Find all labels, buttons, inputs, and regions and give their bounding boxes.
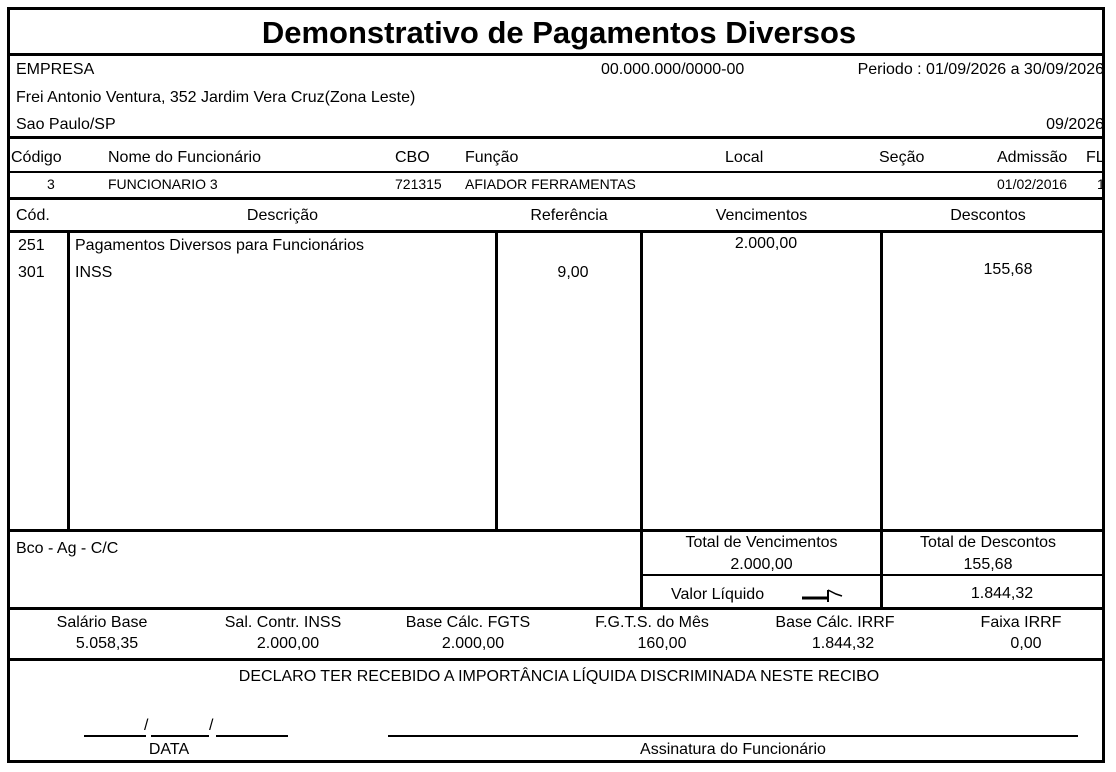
employee-codigo: 3 [47,176,55,192]
base-label: Faixa IRRF [980,614,1062,631]
col-funcao: Função [465,149,519,166]
divider [8,197,1104,200]
company-address: Frei Antonio Ventura, 352 Jardim Vera Cruz(Zona Leste) [16,89,416,106]
col-cbo: CBO [395,149,430,166]
item-descontos: 155,68 [983,261,1033,278]
col-secao: Seção [879,149,925,166]
total-descontos-label: Total de Descontos [919,534,1057,551]
divider [8,529,1104,532]
declaration: DECLARO TER RECEBIDO A IMPORTÂNCIA LÍQUIDA DISCRIMINADA NESTE RECIBO [238,668,880,685]
divider [8,171,1104,173]
divider [8,230,1104,233]
divider [642,574,1104,576]
item-referencia: 9,00 [557,264,589,281]
employee-admissao: 01/02/2016 [997,176,1068,192]
items-col-referencia: Referência [530,207,608,224]
item-cod: 301 [18,264,45,281]
item-descricao: Pagamentos Diversos para Funcionários [75,237,365,254]
col-admissao: Admissão [997,149,1068,166]
base-value: 1.844,32 [811,635,875,652]
base-value: 2.000,00 [256,635,320,652]
items-col-vencimentos: Vencimentos [715,207,808,224]
items-col-descricao: Descrição [246,207,319,224]
employee-funcao: AFIADOR FERRAMENTAS [465,176,636,192]
item-descricao: INSS [75,264,113,281]
base-label: Base Cálc. FGTS [405,614,531,631]
employee-cbo: 721315 [395,176,442,192]
date-slash: / [144,717,149,734]
bank-info: Bco - Ag - C/C [16,540,119,557]
page-title: Demonstrativo de Pagamentos Diversos [261,15,857,50]
item-cod: 251 [18,237,45,254]
date-day-line [84,735,146,737]
divider [8,607,1104,610]
valor-liquido-label: Valor Líquido [671,586,765,603]
competence: 09/2026 [1046,116,1104,133]
company-city: Sao Paulo/SP [16,116,116,133]
date-year-line [216,735,288,737]
column-divider [67,230,70,530]
employee-fl: 1 [1097,176,1105,192]
divider [8,136,1104,139]
items-col-descontos: Descontos [950,207,1026,224]
col-local: Local [725,149,764,166]
valor-liquido: 1.844,32 [970,585,1034,602]
signature-label: Assinatura do Funcionário [640,741,826,758]
period: Periodo : 01/09/2026 a 30/09/2026 [857,61,1104,78]
signature-line [388,735,1078,737]
base-value: 2.000,00 [441,635,505,652]
employee-nome: FUNCIONARIO 3 [108,176,218,192]
date-slash: / [209,717,214,734]
base-value: 5.058,35 [75,635,139,652]
total-vencimentos-label: Total de Vencimentos [685,534,838,551]
divider [8,53,1104,56]
base-label: Base Cálc. IRRF [775,614,895,631]
company-cnpj: 00.000.000/0000-00 [601,61,745,78]
total-vencimentos: 2.000,00 [730,556,793,573]
base-value: 160,00 [637,635,687,652]
base-label: Salário Base [56,614,148,631]
company-name: EMPRESA [16,61,95,78]
col-nome: Nome do Funcionário [108,149,261,166]
items-col-cod: Cód. [16,207,50,224]
item-vencimentos: 2.000,00 [734,235,798,252]
col-codigo: Código [11,149,62,166]
arrow-right-icon [800,586,846,604]
col-fl: FL [1086,149,1105,166]
total-descontos: 155,68 [963,556,1013,573]
base-value: 0,00 [1010,635,1042,652]
base-label: F.G.T.S. do Mês [595,614,709,631]
divider [8,658,1104,661]
base-label: Sal. Contr. INSS [224,614,342,631]
date-label: DATA [148,741,190,758]
date-month-line [151,735,209,737]
